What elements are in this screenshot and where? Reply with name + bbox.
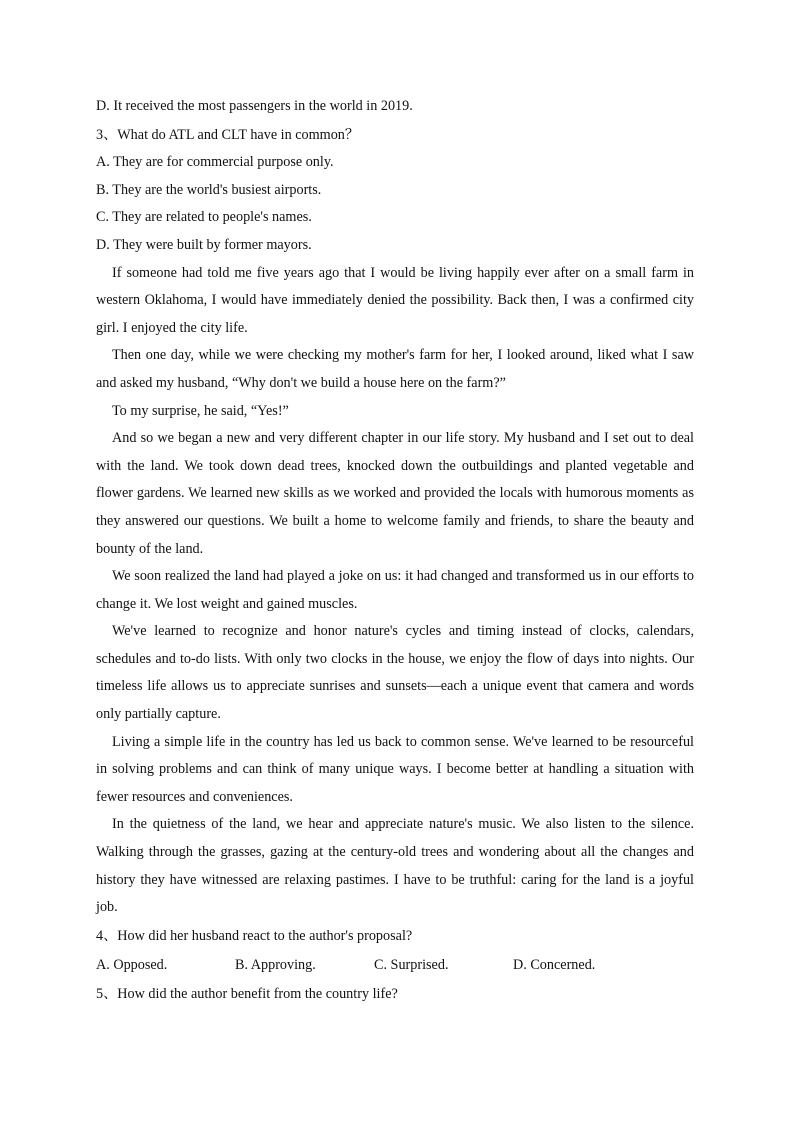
passage-paragraph-5: We soon realized the land had played a joke on us: it had changed and transformed us in our efforts to change it. We lost weight and gained muscles. (96, 568, 694, 612)
question-3-option-a: A. They are for commercial purpose only. (96, 154, 334, 171)
passage-paragraph-3: To my surprise, he said, “Yes!” (112, 402, 289, 419)
passage-paragraph-2: Then one day, while we were checking my mother's farm for her, I looked around, liked what I saw and asked my husband, “Why don't we build a house here on the farm?” (96, 347, 694, 391)
question-4-options (96, 952, 694, 980)
question-3-option-c: C. They are related to people's names. (96, 209, 312, 226)
passage-paragraph-7: Living a simple life in the country has led us back to common sense. We've learned to be resourceful in solving problems and can think of many unique ways. I become better at handling a situation with fewer resources and conveniences. (96, 733, 694, 805)
question-4-option-b: B. Approving. (235, 957, 316, 974)
question-3-option-d: D. They were built by former mayors. (96, 236, 312, 253)
q2-option-d: D. It received the most passengers in the world in 2019. (96, 98, 413, 114)
question-3-option-b: B. They are the world's busiest airports. (96, 181, 322, 198)
passage-paragraph-6: We've learned to recognize and honor nature's cycles and timing instead of clocks, calendars, schedules and to-do lists. With only two clocks in the house, we enjoy the flow of days into nights. Our timeless life allows us to appreciate sunrises and sunsets—each a unique event that camera and words only partially capture. (96, 623, 694, 723)
question-3-stem: 3、What do ATL and CLT have in common？ (96, 126, 360, 143)
question-4-option-a: A. Opposed. (96, 957, 168, 974)
question-4-option-c: C. Surprised. (374, 957, 449, 974)
question-4-option-d: D. Concerned. (513, 957, 596, 974)
document-page (96, 93, 694, 1009)
passage-paragraph-1: If someone had told me five years ago that I would be living happily ever after on a small farm in western Oklahoma, I would have immediately denied the possibility. Back then, I was a confirmed city girl. I enjoyed the city life. (96, 264, 694, 336)
passage-paragraph-4: And so we began a new and very different chapter in our life story. My husband and I set out to deal with the land. We took down dead trees, knocked down the outbuildings and planted vegetable and flower gardens. We learned new skills as we worked and provided the locals with humorous moments as they answered our questions. We built a home to welcome family and friends, to share the beauty and bounty of the land. (96, 430, 694, 557)
question-4-stem: 4、How did her husband react to the author's proposal? (96, 927, 413, 944)
question-5-stem: 5、How did the author benefit from the country life? (96, 986, 398, 1002)
passage-paragraph-8: In the quietness of the land, we hear and appreciate nature's music. We also listen to the silence. Walking through the grasses, gazing at the century-old trees and wondering about all the changes and history they have witnessed are relaxing pastimes. I have to be truthful: caring for the land is a joyful job. (96, 816, 694, 916)
